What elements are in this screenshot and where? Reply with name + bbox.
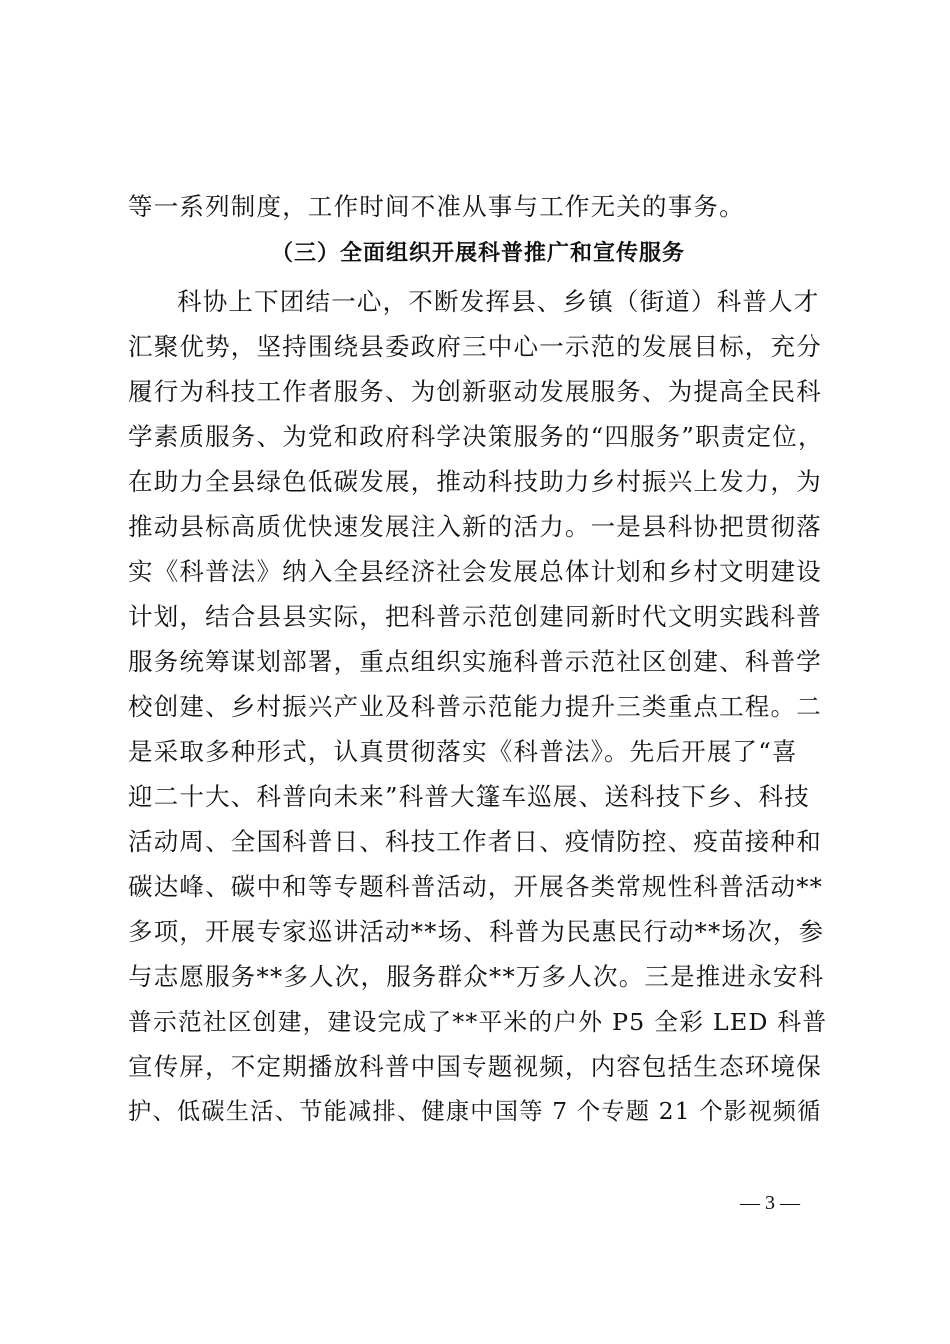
paragraph-line: 活动周、全国科普日、科技工作者日、疫情防控、疫苗接种和 [128, 827, 822, 856]
paragraph-line: 学素质服务、为党和政府科学决策服务的“四服务”职责定位， [128, 422, 824, 451]
paragraph-line: 计划，结合县县实际，把科普示范创建同新时代文明实践科普 [128, 602, 822, 631]
paragraph-line: 碳达峰、碳中和等专题科普活动，开展各类常规性科普活动** [128, 872, 824, 901]
paragraph-line: 科协上下团结一心，不断发挥县、乡镇（街道）科普人才 [177, 287, 820, 316]
paragraph-line: 履行为科技工作者服务、为创新驱动发展服务、为提高全民科 [128, 377, 822, 406]
paragraph-line: 校创建、乡村振兴产业及科普示范能力提升三类重点工程。二 [128, 692, 822, 721]
paragraph-line: 宣传屏，不定期播放科普中国专题视频，内容包括生态环境保 [128, 1052, 822, 1081]
paragraph-line: 护、低碳生活、节能减排、健康中国等 7 个专题 21 个影视频循 [128, 1098, 822, 1125]
paragraph-line: 在助力全县绿色低碳发展，推动科技助力乡村振兴上发力，为 [128, 467, 822, 496]
paragraph-line: 服务统筹谋划部署，重点组织实施科普示范社区创建、科普学 [128, 647, 822, 676]
paragraph-line: 与志愿服务**多人次，服务群众**万多人次。三是推进永安科 [128, 962, 825, 991]
paragraph-line: 多项，开展专家巡讲活动**场、科普为民惠民行动**场次，参 [128, 917, 825, 946]
intro-line: 等一系列制度，工作时间不准从事与工作无关的事务。 [128, 192, 745, 221]
paragraph-line: 普示范社区创建，建设完成了**平米的户外 P5 全彩 LED 科普 [128, 1008, 828, 1036]
page-number: — 3 — [740, 1192, 800, 1214]
section-heading: （三）全面组织开展科普推广和宣传服务 [270, 240, 685, 266]
paragraph-line: 推动县标高质优快速发展注入新的活力。一是县科协把贯彻落 [128, 512, 822, 541]
paragraph-line: 迎二十大、科普向未来”科普大篷车巡展、送科技下乡、科技 [128, 782, 810, 811]
paragraph-line: 实《科普法》纳入全县经济社会发展总体计划和乡村文明建设 [128, 557, 822, 586]
paragraph-line: 是采取多种形式，认真贯彻落实《科普法》。先后开展了“喜 [128, 737, 798, 766]
paragraph-line: 汇聚优势，坚持围绕县委政府三中心一示范的发展目标，充分 [128, 332, 822, 361]
